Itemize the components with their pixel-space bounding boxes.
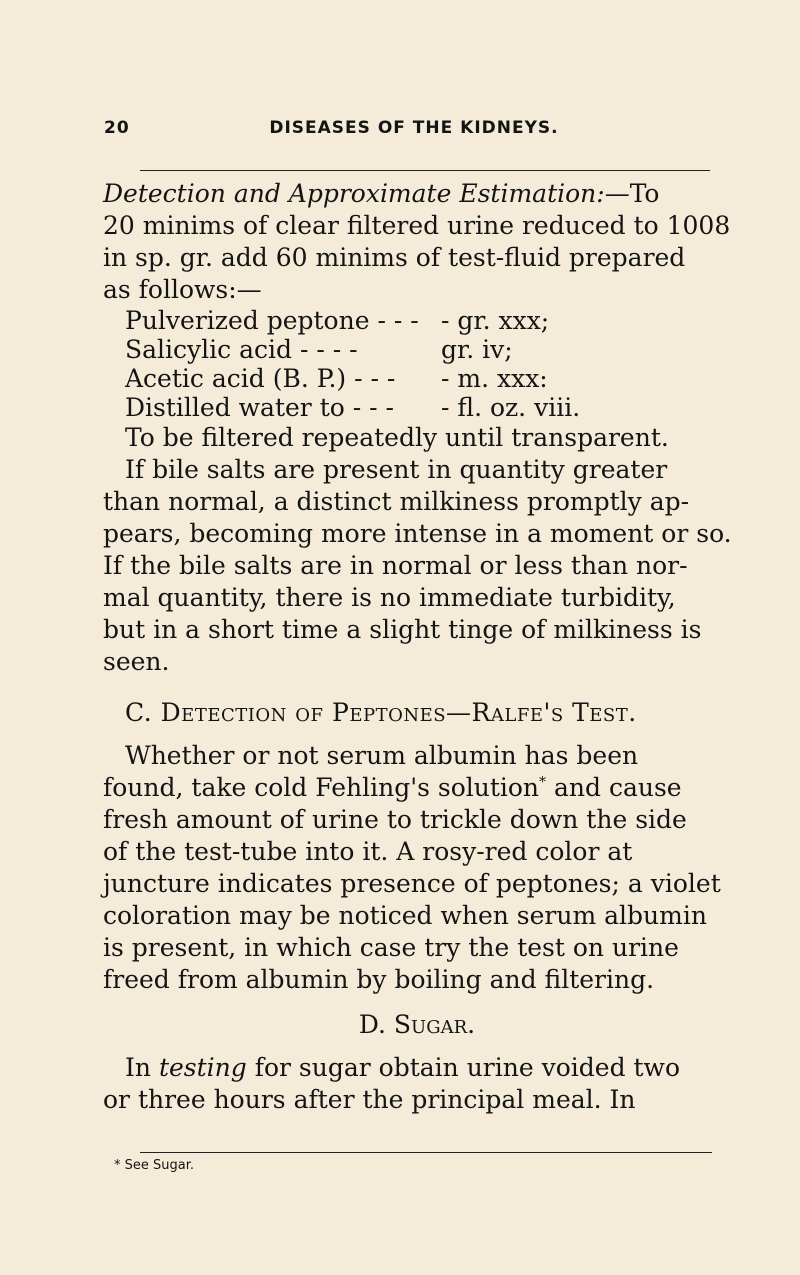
ralfe-paragraph: Whether or not serum albumin has been bbox=[125, 741, 639, 770]
running-head: DISEASES OF THE KIDNEYS. bbox=[269, 118, 559, 138]
recipe-row bbox=[125, 393, 731, 422]
sugar-continued: or three hours after the principal meal. In bbox=[103, 1085, 636, 1114]
page-body bbox=[103, 178, 731, 1116]
bile-salts-paragraph: If bile salts are present in quantity greater bbox=[125, 455, 668, 484]
page-header bbox=[104, 118, 724, 142]
page-number: 20 bbox=[104, 118, 130, 138]
filter-instruction: To be filtered repeatedly until transparent. bbox=[125, 423, 669, 452]
footnote-marker: * bbox=[539, 774, 547, 791]
sugar-paragraph: In testing for sugar obtain urine voided two bbox=[125, 1053, 681, 1082]
recipe-ingredient: Pulverized peptone - - - bbox=[125, 306, 419, 335]
testing-emphasis: testing bbox=[158, 1053, 247, 1082]
recipe-row bbox=[125, 306, 731, 335]
recipe-amount: - fl. oz. viii. bbox=[441, 393, 581, 422]
recipe-list bbox=[103, 306, 731, 422]
footnote: * See Sugar. bbox=[114, 1158, 195, 1173]
section-c-heading: C. Detection of Peptones—Ralfe's Test. bbox=[125, 698, 637, 727]
section-d-heading: D. Sugar. bbox=[358, 1010, 476, 1039]
recipe-ingredient: Salicylic acid - - - - bbox=[125, 335, 358, 364]
recipe-ingredient: Acetic acid (B. P.) - - - bbox=[125, 364, 396, 393]
recipe-row bbox=[125, 364, 731, 393]
header-rule bbox=[140, 170, 710, 171]
footnote-rule bbox=[140, 1152, 712, 1153]
detection-line-4: as follows:— bbox=[103, 275, 262, 304]
recipe-row bbox=[125, 335, 731, 364]
recipe-amount: - m. xxx: bbox=[441, 364, 548, 393]
detection-title: Detection and Approximate Estimation: bbox=[103, 179, 605, 208]
bile-salts-continued: than normal, a distinct milkiness promptly ap- pears, becoming more intense in a moment or so. If the bile salts are in normal or less than nor- mal quantity, there is no immediate turbidity, but in a short time a slight tinge of milkiness is seen. bbox=[103, 487, 732, 676]
recipe-amount: gr. iv; bbox=[441, 335, 513, 364]
detection-line-2: 20 minims of clear filtered urine reduced to 1008 bbox=[103, 211, 731, 240]
detection-line-3: in sp. gr. add 60 minims of test-fluid prepared bbox=[103, 243, 686, 272]
recipe-amount: - gr. xxx; bbox=[441, 306, 550, 335]
detection-paragraph bbox=[103, 178, 731, 306]
ralfe-continued: found, take cold Fehling's solution* and cause fresh amount of urine to trickle down the side of the test-tube into it. A rosy-red color at juncture indicates presence of peptones; a violet coloration may be noticed when serum albumin is present, in which case try the test on urine freed from albumin by boiling and filtering. bbox=[103, 773, 721, 994]
detection-line-1: Detection and Approximate Estimation:—To bbox=[103, 179, 660, 208]
recipe-ingredient: Distilled water to - - - bbox=[125, 393, 394, 422]
